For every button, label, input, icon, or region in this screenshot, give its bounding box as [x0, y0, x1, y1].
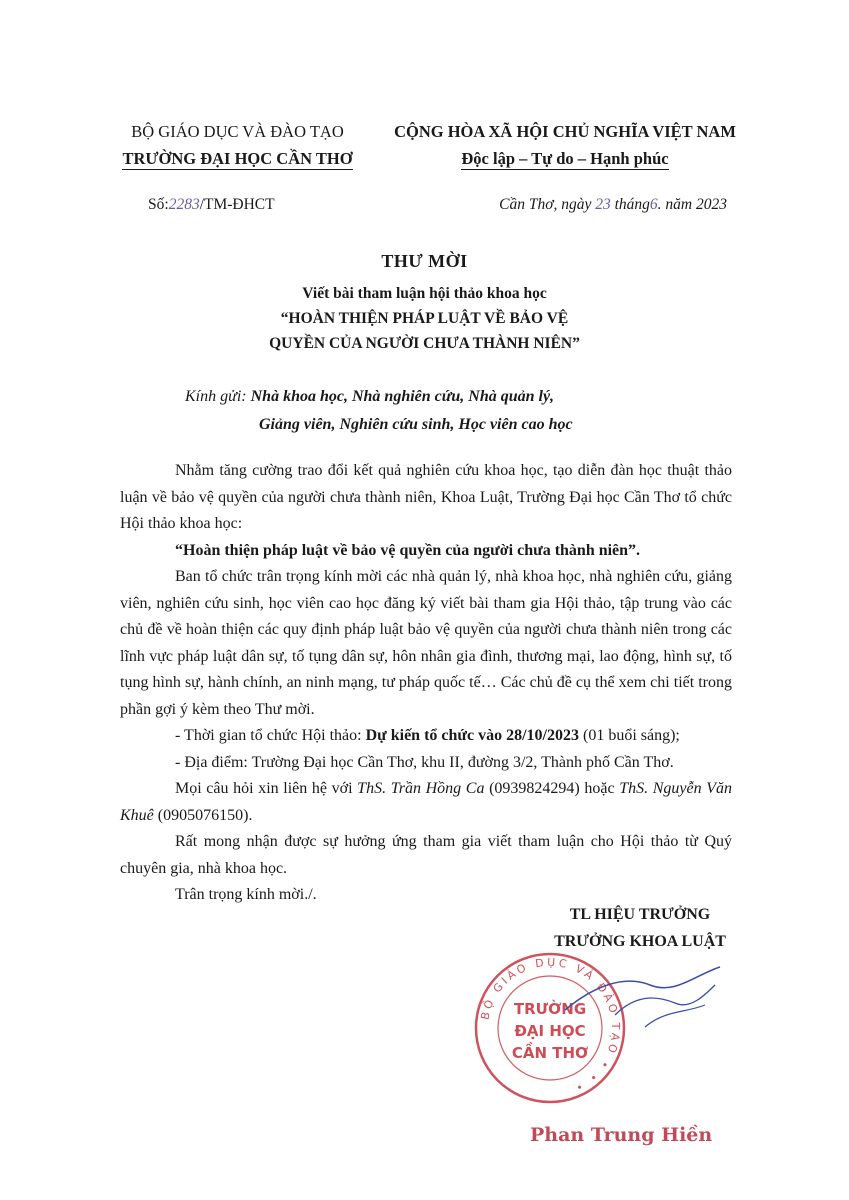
- signatory-name: Phan Trung Hiền: [530, 1124, 713, 1146]
- contact-2-title: ThS.: [619, 780, 649, 797]
- motto: Độc lập – Tự do – Hạnh phúc: [461, 149, 669, 168]
- issuer-block: [100, 118, 375, 172]
- contact-1-title: ThS.: [357, 780, 387, 797]
- issuer-name: TRƯỜNG ĐẠI HỌC CẦN THƠ: [122, 149, 353, 168]
- date-year: năm 2023: [665, 196, 727, 213]
- conference-title: “Hoàn thiện pháp luật về bảo vệ quyền của người chưa thành niên”.: [175, 541, 641, 559]
- letter-body: [120, 458, 732, 909]
- handwritten-signature: [555, 955, 735, 1035]
- ref-prefix: Số:: [148, 196, 169, 213]
- contact-1-name: Trần Hồng Ca: [390, 780, 485, 797]
- subtitle-line-1: Viết bài tham luận hội thảo khoa học: [302, 285, 547, 302]
- svg-text:ĐẠI HỌC: ĐẠI HỌC: [514, 1022, 586, 1040]
- svg-text:TRƯỜNG: TRƯỜNG: [513, 1000, 587, 1018]
- time-note: (01 buổi sáng);: [579, 727, 680, 744]
- recipients: [185, 383, 573, 439]
- subtitle-line-3: QUYỀN CỦA NGƯỜI CHƯA THÀNH NIÊN”: [269, 335, 580, 352]
- ref-suffix: /TM-ĐHCT: [199, 196, 275, 213]
- invitation-paragraph: Ban tổ chức trân trọng kính mời các nhà quản lý, nhà khoa học, nhà nghiên cứu, giảng viên, nghiên cứu sinh, học viên cao học đăng ký viết bài tham gia Hội thảo, tập trung vào các chủ đề về hoàn thiện các quy định pháp luật bảo vệ quyền của người chưa thành niên trong các lĩnh vực pháp luật dân sự, tố tụng dân sự, hôn nhân gia đình, thương mại, lao động, hình sự, tố tụng hình sự, hành chính, an ninh mạng, tư pháp quốc tế… Các chủ đề cụ thể xem chi tiết trong phần gợi ý kèm theo Thư mời.: [120, 568, 732, 718]
- time-label: - Thời gian tổ chức Hội thảo:: [175, 727, 366, 744]
- recipients-label: Kính gửi:: [185, 388, 247, 405]
- document-number: [148, 196, 275, 214]
- nation-title: CỘNG HÒA XÃ HỘI CHỦ NGHĨA VIỆT NAM: [394, 122, 736, 141]
- subtitle-line-2: “HOÀN THIỆN PHÁP LUẬT VỀ BẢO VỆ: [280, 310, 569, 327]
- time-line: [120, 723, 732, 750]
- svg-text:CẦN THƠ: CẦN THƠ: [511, 1044, 589, 1062]
- time-value: Dự kiến tổ chức vào 28/10/2023: [365, 727, 579, 744]
- closing-paragraph: Rất mong nhận được sự hưởng ứng tham gia viết tham luận cho Hội thảo từ Quý chuyên gia, nhà khoa học.: [120, 833, 732, 877]
- ref-number: 2283: [168, 196, 200, 213]
- svg-text:BỘ GIÁO DỤC VÀ ĐÀO TẠO • • •: BỘ GIÁO DỤC VÀ ĐÀO TẠO • • •: [478, 955, 623, 1096]
- contact-prefix: Mọi câu hỏi xin liên hệ với: [175, 780, 358, 797]
- contact-2-name: Nguyễn Văn Khuê: [120, 780, 733, 824]
- recipients-line-2: Giảng viên, Nghiên cứu sinh, Học viên cao học: [259, 416, 573, 433]
- date-month-label: tháng: [614, 196, 650, 213]
- signatory-role-1: TL HIỆU TRƯỞNG: [569, 906, 711, 923]
- contact-line: [120, 776, 732, 829]
- document-title: THƯ MỜI: [381, 251, 468, 271]
- signatory-titles: [520, 901, 760, 955]
- signatory-role-2: TRƯỞNG KHOA LUẬT: [554, 933, 726, 950]
- intro-paragraph: Nhằm tăng cường trao đổi kết quả nghiên cứu khoa học, tạo diễn đàn học thuật thảo luận về bảo vệ quyền của người chưa thành niên, Khoa Luật, Trường Đại học Cần Thơ tổ chức Hội thảo khoa học:: [120, 462, 732, 532]
- venue-line: - Địa điểm: Trường Đại học Cần Thơ, khu II, đường 3/2, Thành phố Cần Thơ.: [175, 753, 674, 771]
- date-place: Cần Thơ, ngày: [499, 196, 592, 213]
- date-day: 23: [595, 196, 611, 213]
- contact-1-phone: (0939824294) hoặc: [484, 780, 620, 797]
- issuer-parent: BỘ GIÁO DỤC VÀ ĐÀO TẠO: [131, 122, 344, 141]
- issue-date: Cần Thơ, ngày 23 tháng6. năm 2023: [499, 196, 727, 213]
- date-month: 6: [649, 196, 658, 213]
- document-subtitle: [0, 281, 849, 356]
- closing-salutation: Trân trọng kính mời./.: [175, 886, 317, 903]
- national-header: [370, 118, 760, 172]
- recipients-line-1: Nhà khoa học, Nhà nghiên cứu, Nhà quản lý,: [250, 388, 555, 405]
- contact-2-phone: (0905076150).: [153, 806, 253, 824]
